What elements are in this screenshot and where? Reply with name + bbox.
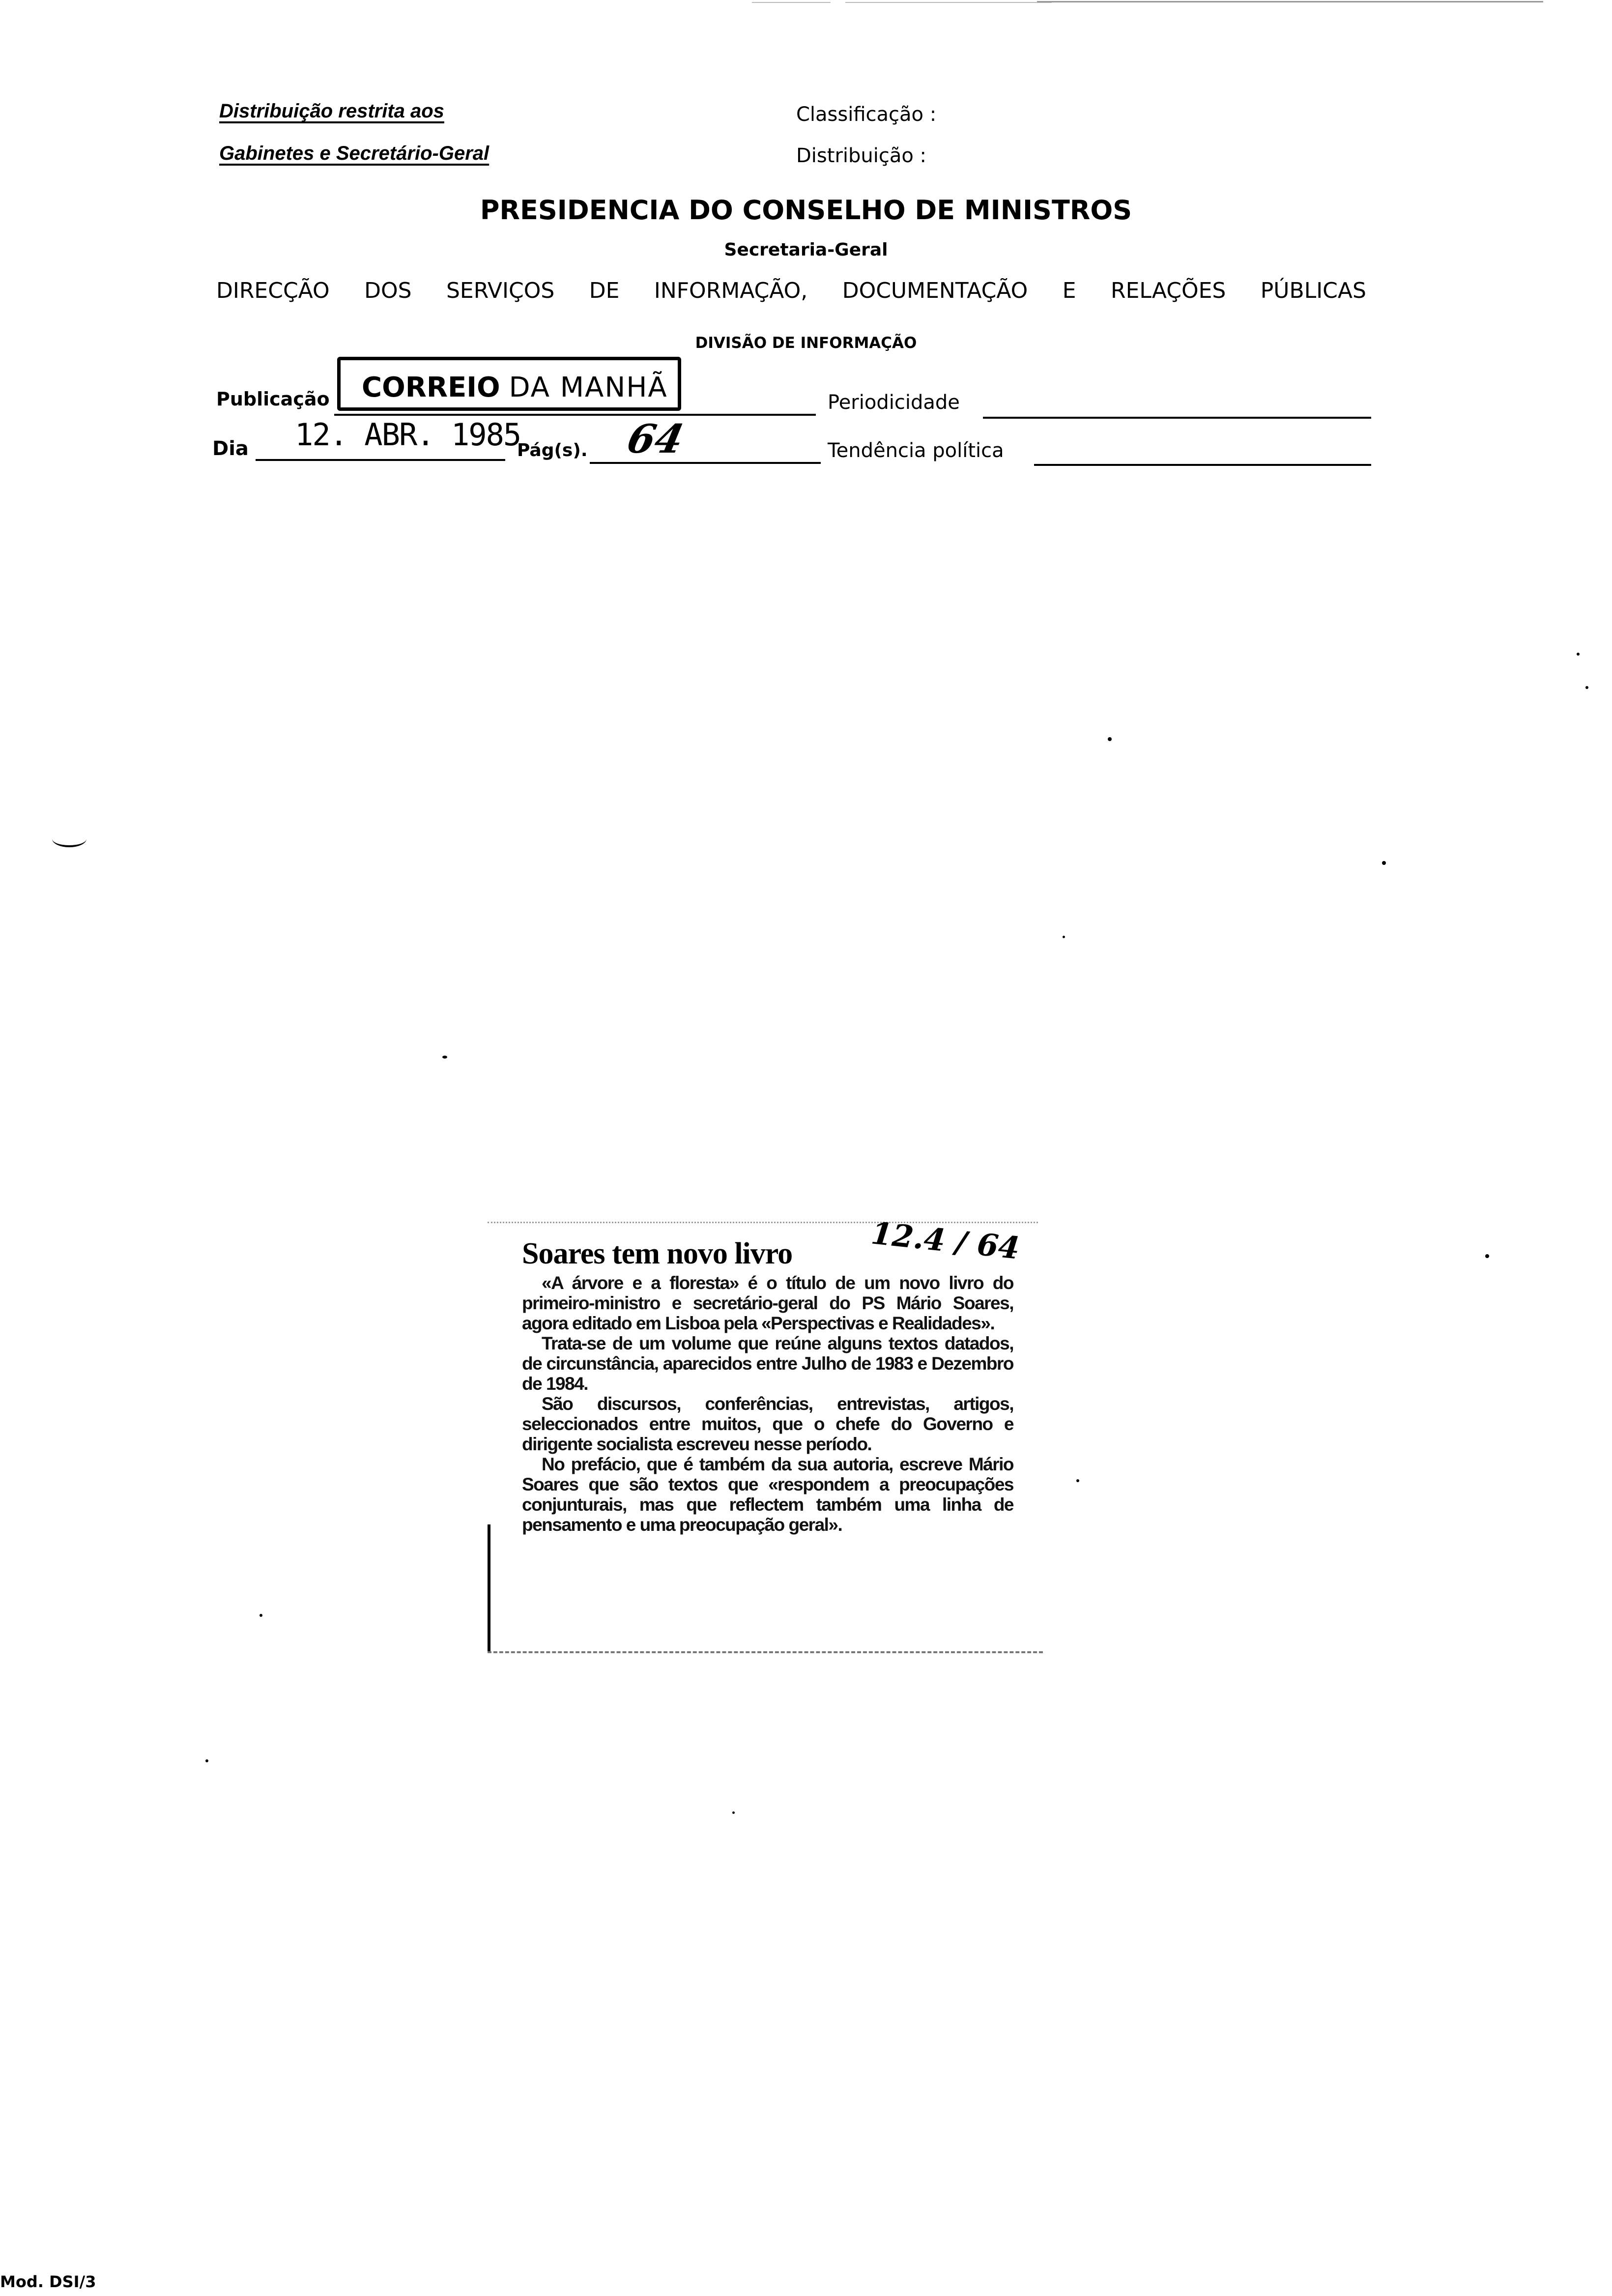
clipping-top-edge	[488, 1222, 1038, 1223]
division-label: DIVISÃO DE INFORMAÇÃO	[695, 334, 917, 352]
direction-word: DOS	[364, 278, 412, 303]
direction-word: SERVIÇOS	[446, 278, 555, 303]
distribution-note-line2: Gabinetes e Secretário-Geral	[219, 143, 489, 164]
scan-speck	[1485, 1254, 1489, 1258]
direction-word: DIRECÇÃO	[216, 278, 330, 303]
direction-word: RELAÇÕES	[1111, 278, 1226, 303]
direction-word: E	[1062, 278, 1076, 303]
scan-speck	[442, 1056, 447, 1059]
dia-value: 12. ABR. 1985	[295, 417, 521, 453]
distribution-note-line1: Distribuição restrita aos	[219, 100, 444, 122]
clipping-paragraph: Trata-se de um volume que reúne alguns textos datados, de circunstância, aparecidos entre Julho de 1983 e Dezembro de 1984.	[522, 1333, 1013, 1394]
stamp-word-correio: CORREIO	[362, 372, 500, 403]
clipping-bottom-edge	[488, 1651, 1043, 1653]
publicacao-label: Publicação	[216, 388, 330, 410]
clipping-paragraph: No prefácio, que é também da sua autoria, escreve Mário Soares que são textos que «respondem a preocupações conjunturais, mas que reflectem também uma linha de pensamento e uma preocupação geral».	[522, 1454, 1013, 1535]
pags-label: Pág(s).	[517, 440, 588, 460]
scan-speck	[1076, 1479, 1079, 1482]
scan-curve-mark	[52, 831, 86, 847]
clipping-paragraph: São discursos, conferências, entrevistas, artigos, seleccionados entre muitos, que o chefe do Governo e dirigente socialista escreveu nesse período.	[522, 1394, 1013, 1454]
scan-speck	[259, 1614, 262, 1617]
page-subtitle: Secretaria-Geral	[724, 240, 888, 260]
scan-speck	[1585, 686, 1588, 689]
clipping-left-bar	[488, 1524, 490, 1651]
clipping-headline: Soares tem novo livro	[522, 1237, 793, 1270]
direction-word: PÚBLICAS	[1260, 278, 1366, 303]
scan-speck	[1108, 737, 1112, 741]
form-code: Mod. DSI/3	[0, 2272, 96, 2291]
clipping-body	[522, 1273, 1013, 1535]
periodicidade-line	[983, 417, 1371, 419]
dia-underline	[256, 459, 505, 461]
scan-speck	[1063, 936, 1065, 938]
dia-label: Dia	[212, 437, 249, 460]
scan-mark	[1037, 1, 1543, 2]
distribuicao-label: Distribuição :	[796, 144, 927, 167]
page-title: PRESIDENCIA DO CONSELHO DE MINISTROS	[480, 195, 1132, 226]
scan-mark	[845, 2, 1052, 3]
tendencia-line	[1034, 464, 1371, 466]
scan-speck	[732, 1811, 735, 1814]
clipping-paragraph: «A árvore e a floresta» é o título de um novo livro do primeiro-ministro e secretário-geral do PS Mário Soares, agora editado em Lisboa pela «Perspectivas e Realidades».	[522, 1273, 1013, 1333]
scan-mark	[752, 2, 831, 3]
classificacao-label: Classificação :	[796, 103, 937, 126]
tendencia-label: Tendência política	[828, 439, 1004, 462]
publicacao-underline	[334, 414, 816, 416]
pags-value-handwritten: 64	[623, 416, 688, 462]
direction-word: INFORMAÇÃO,	[654, 278, 808, 303]
newspaper-clipping	[488, 1217, 1043, 1669]
direction-line	[216, 278, 1366, 303]
direction-word: DE	[589, 278, 620, 303]
stamp-word-da-manha: DA MANHÃ	[509, 372, 668, 403]
scan-speck	[1577, 653, 1580, 656]
scan-speck	[205, 1759, 208, 1762]
scan-speck	[1382, 861, 1386, 865]
publicacao-value	[362, 372, 668, 403]
pags-underline	[590, 462, 821, 464]
clipping-handwritten-note: 12.4 / 64	[869, 1215, 1022, 1266]
periodicidade-label: Periodicidade	[828, 391, 960, 414]
direction-word: DOCUMENTAÇÃO	[842, 278, 1028, 303]
